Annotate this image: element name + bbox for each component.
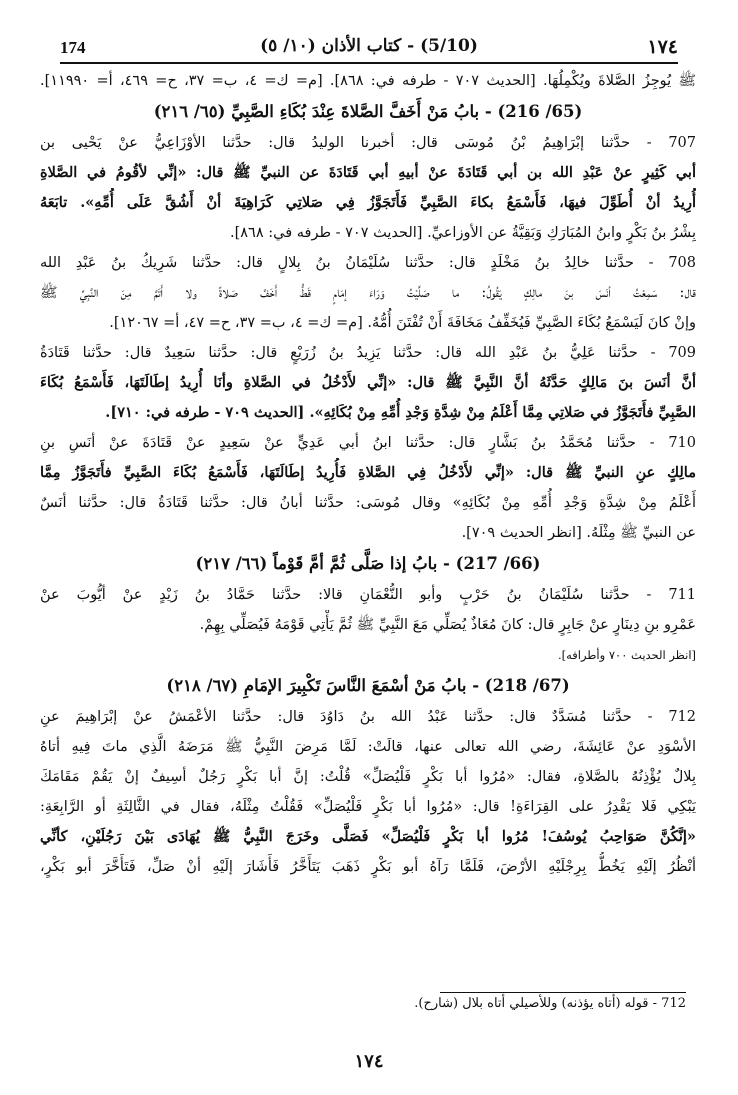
chapter-heading: (67/ 218) - بابُ مَنْ أسْمَعَ النَّاسَ تَكْبِيرَ الإمَامِ (٦٧/ ٢١٨) <box>166 676 570 695</box>
text-line: أنَّ أنَسَ بنَ مَالِكٍ حَدَّثَهُ أنَّ النَّبِيَّ ﷺ قال: «إنِّي لأَدْخُلُ في الصَّلاةِ وأنَا أُرِيدُ إطَالَتَهَا، فَأَسْمَعُ بُكَاءَ <box>40 374 696 391</box>
text-line: أُرِيدُ أنْ أُطَوِّلَ فيهَا، فَأَسْمَعُ بكاءَ الصَّبِيِّ فَأَتَجَوَّزُ فِي صَلاتِي كَرَاهِيَةَ أنْ أَشُقَّ عَلَى أُمِّهِ». تابَعَهُ <box>40 194 696 211</box>
running-title: (5/10) - كتاب الأذان (١٠/ ٥) <box>260 36 478 56</box>
chapter-heading: (66/ 217) - بابُ إذا صَلَّى ثُمَّ أمَّ قَوْماً (٦٦/ ٢١٧) <box>195 554 541 573</box>
text-line: بِشْرُ بنُ بَكْرٍ وابنُ المُبَارَكِ وَبَقِيَّةُ عن الأوزاعيِّ. [الحديث ٧٠٧ - طرفه في: ٨٦٨]. <box>229 225 696 241</box>
hadith-711-line: 711 - حدَّثنا سُلَيْمَانُ بنُ حَرْبٍ وأبو النُّعْمَانِ قالا: حدَّثنا حَمَّادُ بنُ زَيْدٍ عنْ أيُّوبَ عنْ <box>40 587 696 603</box>
chapter-heading: (65/ 216) - بابُ مَنْ أَخَفَّ الصَّلاةَ عِنْدَ بُكَاءِ الصَّبِيِّ (٦٥/ ٢١٦) <box>153 102 583 121</box>
text-line: أَعْلَمُ مِنْ شِدَّةِ وَجْدِ أُمِّهِ مِنْ بُكَائِهِ» وقال مُوسَى: حدَّثنا أبانُ قال: حدَّثنا قَتَادَةُ قال: حدَّثنا أنَسٌ <box>40 495 696 511</box>
text-line: عَمْرِو بنِ دِينَارٍ عنْ جَابِرٍ قال: كانَ مُعَاذٌ يُصَلِّي مَعَ النَّبِيِّ ﷺ ثُمَّ يَأْتِي قَوْمَهُ فَيُصَلِّي بِهِمْ. <box>199 617 696 633</box>
page-header <box>60 32 678 66</box>
header-rule <box>60 62 678 64</box>
text-line: أنْظُرُ إلَيْهِ يَخُطُّ بِرِجْلَيْهِ الأرْضَ، فَلَمَّا رَآهُ أبو بَكْرٍ ذَهَبَ يَتَأَخَّرُ فَأَشَارَ إلَيْهِ أنْ صَلِّ، فَتَأَخَّرَ أبو بَكْرٍ، <box>40 859 696 875</box>
text-line: مالِكٍ عنِ النبيِّ ﷺ قال: «إنِّي لأَدْخُلُ فِي الصَّلاةِ فَأُرِيدُ إطَالَتَهَا، فَأَسْمَعُ بُكَاءَ الصَّبِيِّ فأَتَجَوَّزُ مِمَّا <box>40 464 696 481</box>
text-line: وإنْ كانَ لَيَسْمَعُ بُكَاءَ الصَّبِيِّ فَيُخَفِّفُ مَخَافَةَ أَنْ تُفْتَنَ أُمُّهُ. [م= ك= ٤، ب= ٣٧، ح= ٤٧، أ= ١٢٠٦٧]. <box>109 315 696 331</box>
hadith-709-line: 709 - حدَّثنا عَلِيُّ بنُ عَبْدِ الله قال: حدَّثنا يَزِيدُ بنُ زُرَيْعٍ قال: حدَّثنا سَعِيدٌ قال: حدَّثنا قَتَادَةُ <box>40 345 696 361</box>
text-line: يَبْكِي فَلا يَقْدِرُ على القِرَاءَةِ! قال: «مُرُوا أبا بَكْرٍ فَلْيُصَلِّ» فَقُلْتُ مِثْلَهُ، فقال في الثَّالِثَةِ أو الرَّابِعَةِ: <box>40 799 696 815</box>
cross-reference: [انظر الحديث ٧٠٠ وأطرافه]. <box>557 648 696 662</box>
text-line: الصَّبِيِّ فأَتَجَوَّزُ في صَلاتِي مِمَّا أَعْلَمُ مِنْ شِدَّةِ وَجْدِ أُمِّهِ مِنْ بُكَائِهِ». [الحديث ٧٠٩ - طرفه في: ٧١٠]. <box>105 404 696 421</box>
text-line: «إنَّكُنَّ صَوَاحِبُ يُوسُفَ! مُرُوا أبا بَكْرٍ فَلْيُصَلِّ» فَصَلَّى وخَرَجَ النَّبِيُّ ﷺ يُهَادَى بَيْنَ رَجُلَيْنِ، كأنِّي <box>40 828 696 845</box>
main-text <box>40 66 696 882</box>
text-line: عن النبيِّ ﷺ مِثْلَهُ. [انظر الحديث ٧٠٩]. <box>461 525 696 541</box>
hadith-708-line: 708 - حدَّثنا خالِدُ بنُ مَخْلَدٍ قال: حدَّثنا سُلَيْمَانُ بنُ بِلالٍ قال: حدَّثنا شَرِيكُ بنُ عَبْدِ الله <box>40 255 696 271</box>
footnote-rule <box>440 992 686 993</box>
bottom-page-number: ١٧٤ <box>354 1051 384 1072</box>
footnote: 712 - قوله (أتاه يؤذنه) وللأصيلي أتاه بلال (شارح). <box>414 996 686 1011</box>
text-line: أبي كَثِيرٍ عنْ عَبْدِ الله بن أبي قَتَادَةَ عنْ أبيهِ أبي قَتَادَةَ عن النبيِّ ﷺ قال: «إنِّي لأقُومُ في الصَّلاةِ <box>40 164 696 181</box>
page-number-latin: 174 <box>60 38 86 57</box>
text-line: ﷺ يُوجِزُ الصَّلاةَ ويُكْمِلُهَا. [الحديث ٧٠٧ - طرفه في: ٨٦٨]. [م= ك= ٤، ب= ٣٧، ح= ٤٦٩، أ= ١١٩٩٠]. <box>40 73 696 89</box>
hadith-707-line: 707 - حدَّثنا إبْرَاهِيمُ بْنُ مُوسَى قال: أخبرنا الوليدُ قال: حدَّثنا الأوْزَاعِيُّ عنْ يَحْيى بن <box>40 135 696 151</box>
hadith-710-line: 710 - حدَّثنا مُحَمَّدُ بنُ بَشَّارٍ قال: حدَّثنا ابنُ أبي عَدِيٍّ عنْ سَعِيدٍ عنْ قَتَادَةَ عنْ أنَسِ بنِ <box>40 435 696 451</box>
text-line: بِلالٌ يُؤْذِنُهُ بالصَّلاةِ، فقال: «مُرُوا أبا بَكْرٍ فَلْيُصَلِّ» قُلْتُ: إنَّ أبا بَكْرٍ رَجُلٌ أسِيفٌ إنْ يَقُمْ مَقَامَكَ <box>40 769 696 785</box>
page-number-arabic: ١٧٤ <box>647 36 678 58</box>
text-line: قال: سَمِعْتُ أنَسَ بنَ مالِكٍ يَقُولُ: ما صَلَّيْتُ وَرَاءَ إمَامٍ قَطُّ أَخَفَّ صَلاةً ولا أَتَمَّ مِنَ النَّبِيِّ ﷺ <box>40 285 696 301</box>
hadith-712-line: 712 - حدَّثنا مُسَدَّدٌ قال: حدَّثنا عَبْدُ الله بنُ دَاوُدَ قال: حدَّثنا الأعْمَشُ عنْ إبْرَاهِيمَ عنِ <box>40 709 696 725</box>
text-line: الأسْوَدِ عنْ عَائِشَةَ، رضي الله تعالى عنها، قالَتْ: لَمَّا مَرِضَ النَّبِيُّ ﷺ مَرَضَهُ الَّذِي ماتَ فِيهِ أتاهُ <box>40 739 696 755</box>
